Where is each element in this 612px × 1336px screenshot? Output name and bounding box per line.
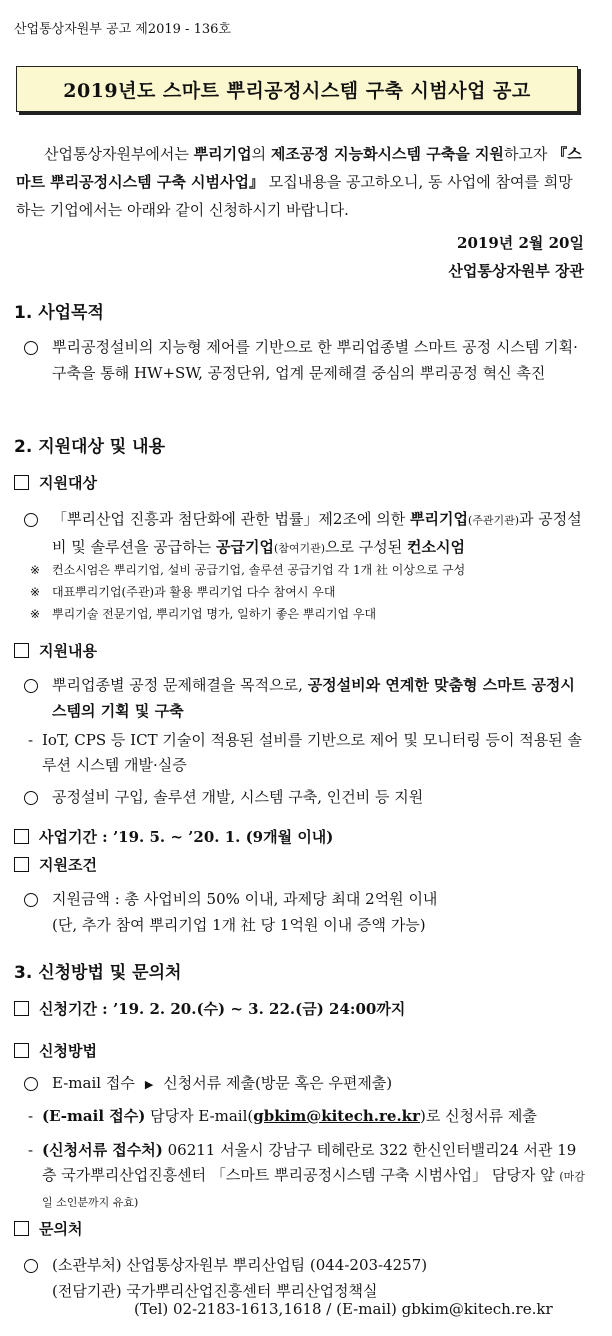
circle-bullet-icon: [24, 341, 38, 355]
notice-date: 2019년 2월 20일: [457, 234, 584, 252]
method-dash-2: - (신청서류 접수처) 06211 서울시 강남구 테헤란로 322 한신인터밸리24 서관 19층 국가뿌리산업진흥센터 「스마트 뿌리공정시스템 구축 시범사업」 담당자 앞 (마감일 소인분까지 유효): [28, 1141, 585, 1209]
method-item-text: E-mail 접수 ▶ 신청서류 제출(방문 혹은 우편제출): [52, 1070, 588, 1098]
intro-text-3: 하고자: [503, 145, 553, 163]
section-1-heading: 1. 사업목적: [14, 303, 104, 323]
content-heading: [14, 640, 97, 661]
condition-heading: [14, 854, 97, 875]
apply-period: [14, 998, 405, 1019]
contact-heading-text: 문의처: [39, 1220, 83, 1238]
content-item-2-text: 공정설비 구입, 솔루션 개발, 시스템 구축, 인건비 등 지원: [52, 788, 424, 806]
intro-text-1: 산업통상자원부에서는: [44, 145, 194, 163]
intro-text-4: 모집내용을 공고하오니, 동 사업에 참여를 희망하는 기업에서는 아래와 같이 신청하시기 바랍니다.: [16, 173, 573, 219]
square-bullet-icon: [14, 1221, 29, 1236]
target-item-text: 「뿌리산업 진흥과 첨단화에 관한 법률」제2조에 의한 뿌리기업(주관기관)과 공정설비 및 솔루션을 공급하는 공급기업(참여기관)으로 구성된 컨소시엄: [52, 510, 582, 556]
content-heading-text: 지원내용: [39, 642, 97, 660]
arrow-right-icon: ▶: [144, 1078, 154, 1091]
note-2: ※ 대표뿌리기업(주관)과 활용 뿌리기업 다수 참여시 우대: [30, 585, 336, 599]
intro-text-2: 의: [251, 145, 271, 163]
project-period-text: 사업기간 : ’19. 5. ~ ’20. 1. (9개월 이내): [39, 828, 334, 846]
section-2-heading: 2. 지원대상 및 내용: [14, 437, 165, 457]
section-1-item: [22, 334, 588, 386]
circle-bullet-icon: [24, 1077, 38, 1091]
square-bullet-icon: [14, 829, 29, 844]
content-item-1-text: 뿌리업종별 공정 문제해결을 목적으로, 공정설비와 연계한 맞춤형 스마트 공정시스템의 기획 및 구축: [52, 676, 575, 720]
contact-item: [22, 1252, 588, 1304]
circle-bullet-icon: [24, 679, 38, 693]
content-item-2: [22, 784, 588, 810]
method-item: [22, 1070, 588, 1098]
note-1: ※ 컨소시엄은 뿌리기업, 설비 공급기업, 솔루션 공급기업 각 1개 社 이상으로 구성: [30, 563, 466, 577]
condition-item-text: 지원금액 : 총 사업비의 50% 이내, 과제당 최대 2억원 이내 (단, 추가 참여 뿌리기업 1개 社 당 1억원 이내 증액 가능): [52, 890, 438, 934]
circle-bullet-icon: [24, 513, 38, 527]
circle-bullet-icon: [24, 1259, 38, 1273]
contact-tel-email: (Tel) 02-2183-1613,1618 / (E-mail) gbkim@kitech.re.kr: [134, 1300, 553, 1318]
contact-heading: [14, 1218, 82, 1239]
section-1-item-text: 뿌리공정설비의 지능형 제어를 기반으로 한 뿌리업종별 스마트 공정 시스템 기획·구축을 통해 HW+SW, 공정단위, 업계 문제해결 중심의 뿌리공정 혁신 촉진: [52, 338, 578, 382]
contact-item-text: (소관부처) 산업통상자원부 뿌리산업팀 (044-203-4257) (전담기관) 국가뿌리산업진흥센터 뿌리산업정책실: [52, 1256, 428, 1300]
condition-item: [22, 886, 588, 938]
email-link[interactable]: gbkim@kitech.re.kr: [253, 1107, 420, 1125]
apply-period-text: 신청기간 : ’19. 2. 20.(수) ~ 3. 22.(금) 24:00까지: [39, 1000, 406, 1018]
square-bullet-icon: [14, 857, 29, 872]
circle-bullet-icon: [24, 791, 38, 805]
method-heading-text: 신청방법: [39, 1042, 97, 1060]
intro-bold-1: 뿌리기업: [193, 145, 252, 163]
note-3: ※ 뿌리기술 전문기업, 뿌리기업 명가, 일하기 좋은 뿌리기업 우대: [30, 607, 377, 621]
notice-issuer: 산업통상자원부 장관: [448, 262, 584, 280]
intro-paragraph: [16, 140, 586, 224]
method-heading: [14, 1040, 97, 1061]
intro-bold-2: 제조공정 지능화시스템 구축을 지원: [270, 145, 504, 163]
method-dash-1: - (E-mail 접수) 담당자 E-mail(gbkim@kitech.re.kr)로 신청서류 제출: [28, 1107, 537, 1125]
condition-heading-text: 지원조건: [39, 856, 97, 874]
square-bullet-icon: [14, 1001, 29, 1016]
notice-title-box: [16, 66, 578, 112]
target-heading-text: 지원대상: [39, 474, 97, 492]
circle-bullet-icon: [24, 893, 38, 907]
notice-number: 산업통상자원부 공고 제2019 - 136호: [14, 22, 231, 37]
content-dash-item: - IoT, CPS 등 ICT 기술이 적용된 설비를 기반으로 제어 및 모니터링 등이 적용된 솔루션 시스템 개발·실증: [28, 731, 582, 774]
square-bullet-icon: [14, 475, 29, 490]
target-item: [22, 506, 588, 562]
square-bullet-icon: [14, 1043, 29, 1058]
notice-title: 2019년도 스마트 뿌리공정시스템 구축 시범사업 공고: [63, 79, 531, 102]
content-item-1: [22, 672, 588, 724]
target-heading: [14, 472, 97, 493]
section-3-heading: 3. 신청방법 및 문의처: [14, 963, 182, 983]
square-bullet-icon: [14, 643, 29, 658]
intro-bold-3: 『스마트 뿌리공정시스템 구축 시범사업』: [16, 145, 582, 191]
project-period: [14, 826, 333, 847]
